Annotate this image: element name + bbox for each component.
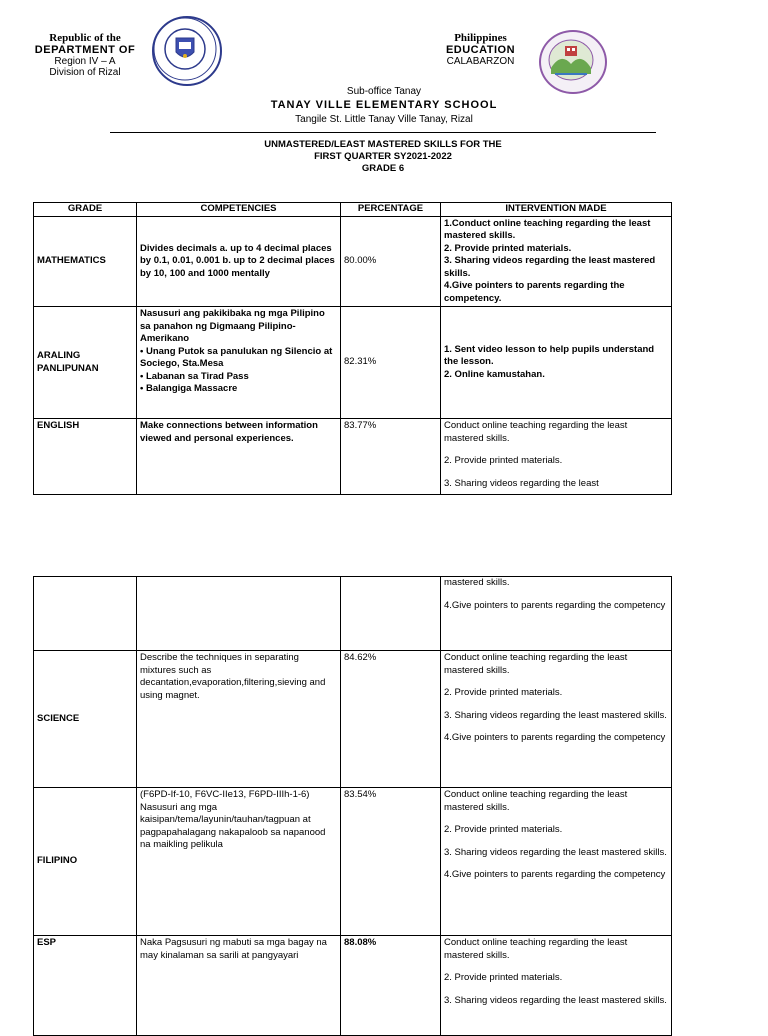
division-label: Division of Rizal (49, 67, 121, 78)
header-percentage: PERCENTAGE (341, 203, 441, 217)
table-row-continued (34, 577, 672, 651)
table-row-araling-panlipunan (34, 307, 672, 419)
intervention-item: 3. Sharing videos regarding the least mastered skills. (444, 255, 656, 279)
intervention-cell (441, 788, 672, 936)
competency-bullets (140, 346, 337, 396)
header-left-block (20, 32, 150, 78)
table-row-filipino (34, 788, 672, 936)
intervention-cell (441, 577, 672, 651)
calabarzon-label: CALABARZON (446, 56, 515, 67)
subject-cell: ENGLISH (34, 419, 137, 495)
skills-table-page-2 (33, 576, 672, 1036)
subject-cell: MATHEMATICS (34, 216, 137, 307)
intervention-item: 2. Provide printed materials. (444, 824, 563, 835)
intervention-item: 4.Give pointers to parents regarding the competency (444, 599, 666, 611)
title-line-2: FIRST QUARTER SY2021-2022 (314, 151, 452, 162)
table-row-esp (34, 936, 672, 1036)
intervention-item: Conduct online teaching regarding the least mastered skills. (444, 420, 628, 444)
intervention-item: 3. Sharing videos regarding the least (444, 477, 599, 489)
department-label: DEPARTMENT OF (34, 44, 136, 56)
suboffice-label: Sub-office Tanay (346, 86, 422, 97)
percentage-cell: 80.00% (341, 216, 441, 307)
intervention-item: 1. Sent video lesson to help pupils understand the lesson. (444, 343, 655, 368)
table-row-science (34, 651, 672, 788)
school-seal-logo (539, 30, 607, 94)
competency-text: Nasusuri ang mga kaisipan/tema/layunin/tauhan/tagpuan at pagpapahalagang nakapaloob sa napanood na maikling pelikula (140, 801, 326, 850)
intervention-cell (441, 419, 672, 495)
philippines-label: Philippines (454, 32, 507, 44)
table-header-row (34, 203, 672, 217)
competency-cell (137, 307, 341, 419)
education-label: EDUCATION (445, 44, 516, 56)
intervention-cell (441, 936, 672, 1036)
bullet-item: • Unang Putok sa panulukan ng Silencio at Sociego, Sta.Mesa (140, 345, 333, 369)
intervention-item: 4.Give pointers to parents regarding the competency. (444, 280, 625, 304)
intervention-item: 2. Provide printed materials. (444, 972, 563, 983)
intervention-item: 1.Conduct online teaching regarding the least mastered skills. (444, 217, 651, 241)
subject-line: PANLIPUNAN (37, 362, 99, 374)
school-address: Tangile St. Little Tanay Ville Tanay, Rizal (295, 114, 473, 125)
document-title (200, 139, 566, 175)
competency-cell: Make connections between information viewed and personal experiences. (137, 419, 341, 495)
intervention-item: mastered skills. (444, 577, 510, 588)
subject-cell: ESP (34, 936, 137, 1036)
intervention-item: Conduct online teaching regarding the least mastered skills. (444, 652, 628, 676)
title-line-1: UNMASTERED/LEAST MASTERED SKILLS FOR THE (264, 139, 502, 150)
subject-line: ARALING (37, 350, 81, 361)
intervention-item: 2. Provide printed materials. (444, 455, 563, 466)
percentage-cell: 83.54% (341, 788, 441, 936)
competency-cell (137, 788, 341, 936)
republic-label: Republic of the (49, 32, 121, 44)
intervention-cell (441, 307, 672, 419)
intervention-item: 3. Sharing videos regarding the least mastered skills. (444, 994, 667, 1006)
subject-cell (34, 307, 137, 419)
percentage-cell: 83.77% (341, 419, 441, 495)
deped-seal-logo (152, 16, 222, 86)
header-grade: GRADE (34, 203, 137, 217)
intervention-cell (441, 216, 672, 307)
competency-cell: Describe the techniques in separating mixtures such as decantation,evaporation,filtering,sieving and using magnet. (137, 651, 341, 788)
percentage-cell: 88.08% (341, 936, 441, 1036)
intervention-item: 4.Give pointers to parents regarding the competency (444, 732, 666, 743)
intervention-cell (441, 651, 672, 788)
header-right-block (408, 32, 553, 67)
intervention-item: 3. Sharing videos regarding the least mastered skills. (444, 709, 667, 721)
competency-cell: Divides decimals a. up to 4 decimal places by 0.1, 0.01, 0.001 b. up to 2 decimal places by 10, 100 and 1000 mentally (137, 216, 341, 307)
header-intervention: INTERVENTION MADE (441, 203, 672, 217)
region-label: Region IV – A (54, 56, 116, 67)
bullet-item: • Balangiga Massacre (140, 383, 238, 394)
intervention-item: Conduct online teaching regarding the least mastered skills. (444, 937, 628, 961)
intervention-item: Conduct online teaching regarding the least mastered skills. (444, 789, 628, 813)
bullet-item: • Labanan sa Tirad Pass (140, 370, 249, 382)
title-line-3: GRADE 6 (361, 163, 405, 174)
subject-cell (34, 577, 137, 651)
subject-cell: SCIENCE (34, 651, 137, 788)
percentage-cell: 84.62% (341, 651, 441, 788)
header-competencies: COMPETENCIES (137, 203, 341, 217)
intervention-item: 4.Give pointers to parents regarding the competency (444, 869, 666, 880)
intervention-item: 2. Provide printed materials. (444, 242, 572, 254)
percentage-cell: 82.31% (341, 307, 441, 419)
competency-cell: Naka Pagsusuri ng mabuti sa mga bagay na may kinalaman sa sarili at pangyayari (137, 936, 341, 1036)
percentage-cell (341, 577, 441, 651)
competency-intro: Nasusuri ang pakikibaka ng mga Pilipino sa panahon ng Digmaang Pilipino-Amerikano (140, 308, 325, 344)
intervention-item: 3. Sharing videos regarding the least mastered skills. (444, 846, 667, 858)
competency-code: (F6PD-If-10, F6VC-IIe13, F6PD-IIIh-1-6) (140, 789, 310, 800)
subject-cell: FILIPINO (34, 788, 137, 936)
table-row-mathematics (34, 216, 672, 307)
intervention-item: 2. Online kamustahan. (444, 368, 545, 380)
header-divider (110, 132, 656, 133)
table-row-english (34, 419, 672, 495)
intervention-item: 2. Provide printed materials. (444, 687, 563, 698)
competency-cell (137, 577, 341, 651)
skills-table-page-1 (33, 202, 672, 495)
school-name: TANAY VILLE ELEMENTARY SCHOOL (270, 99, 498, 111)
